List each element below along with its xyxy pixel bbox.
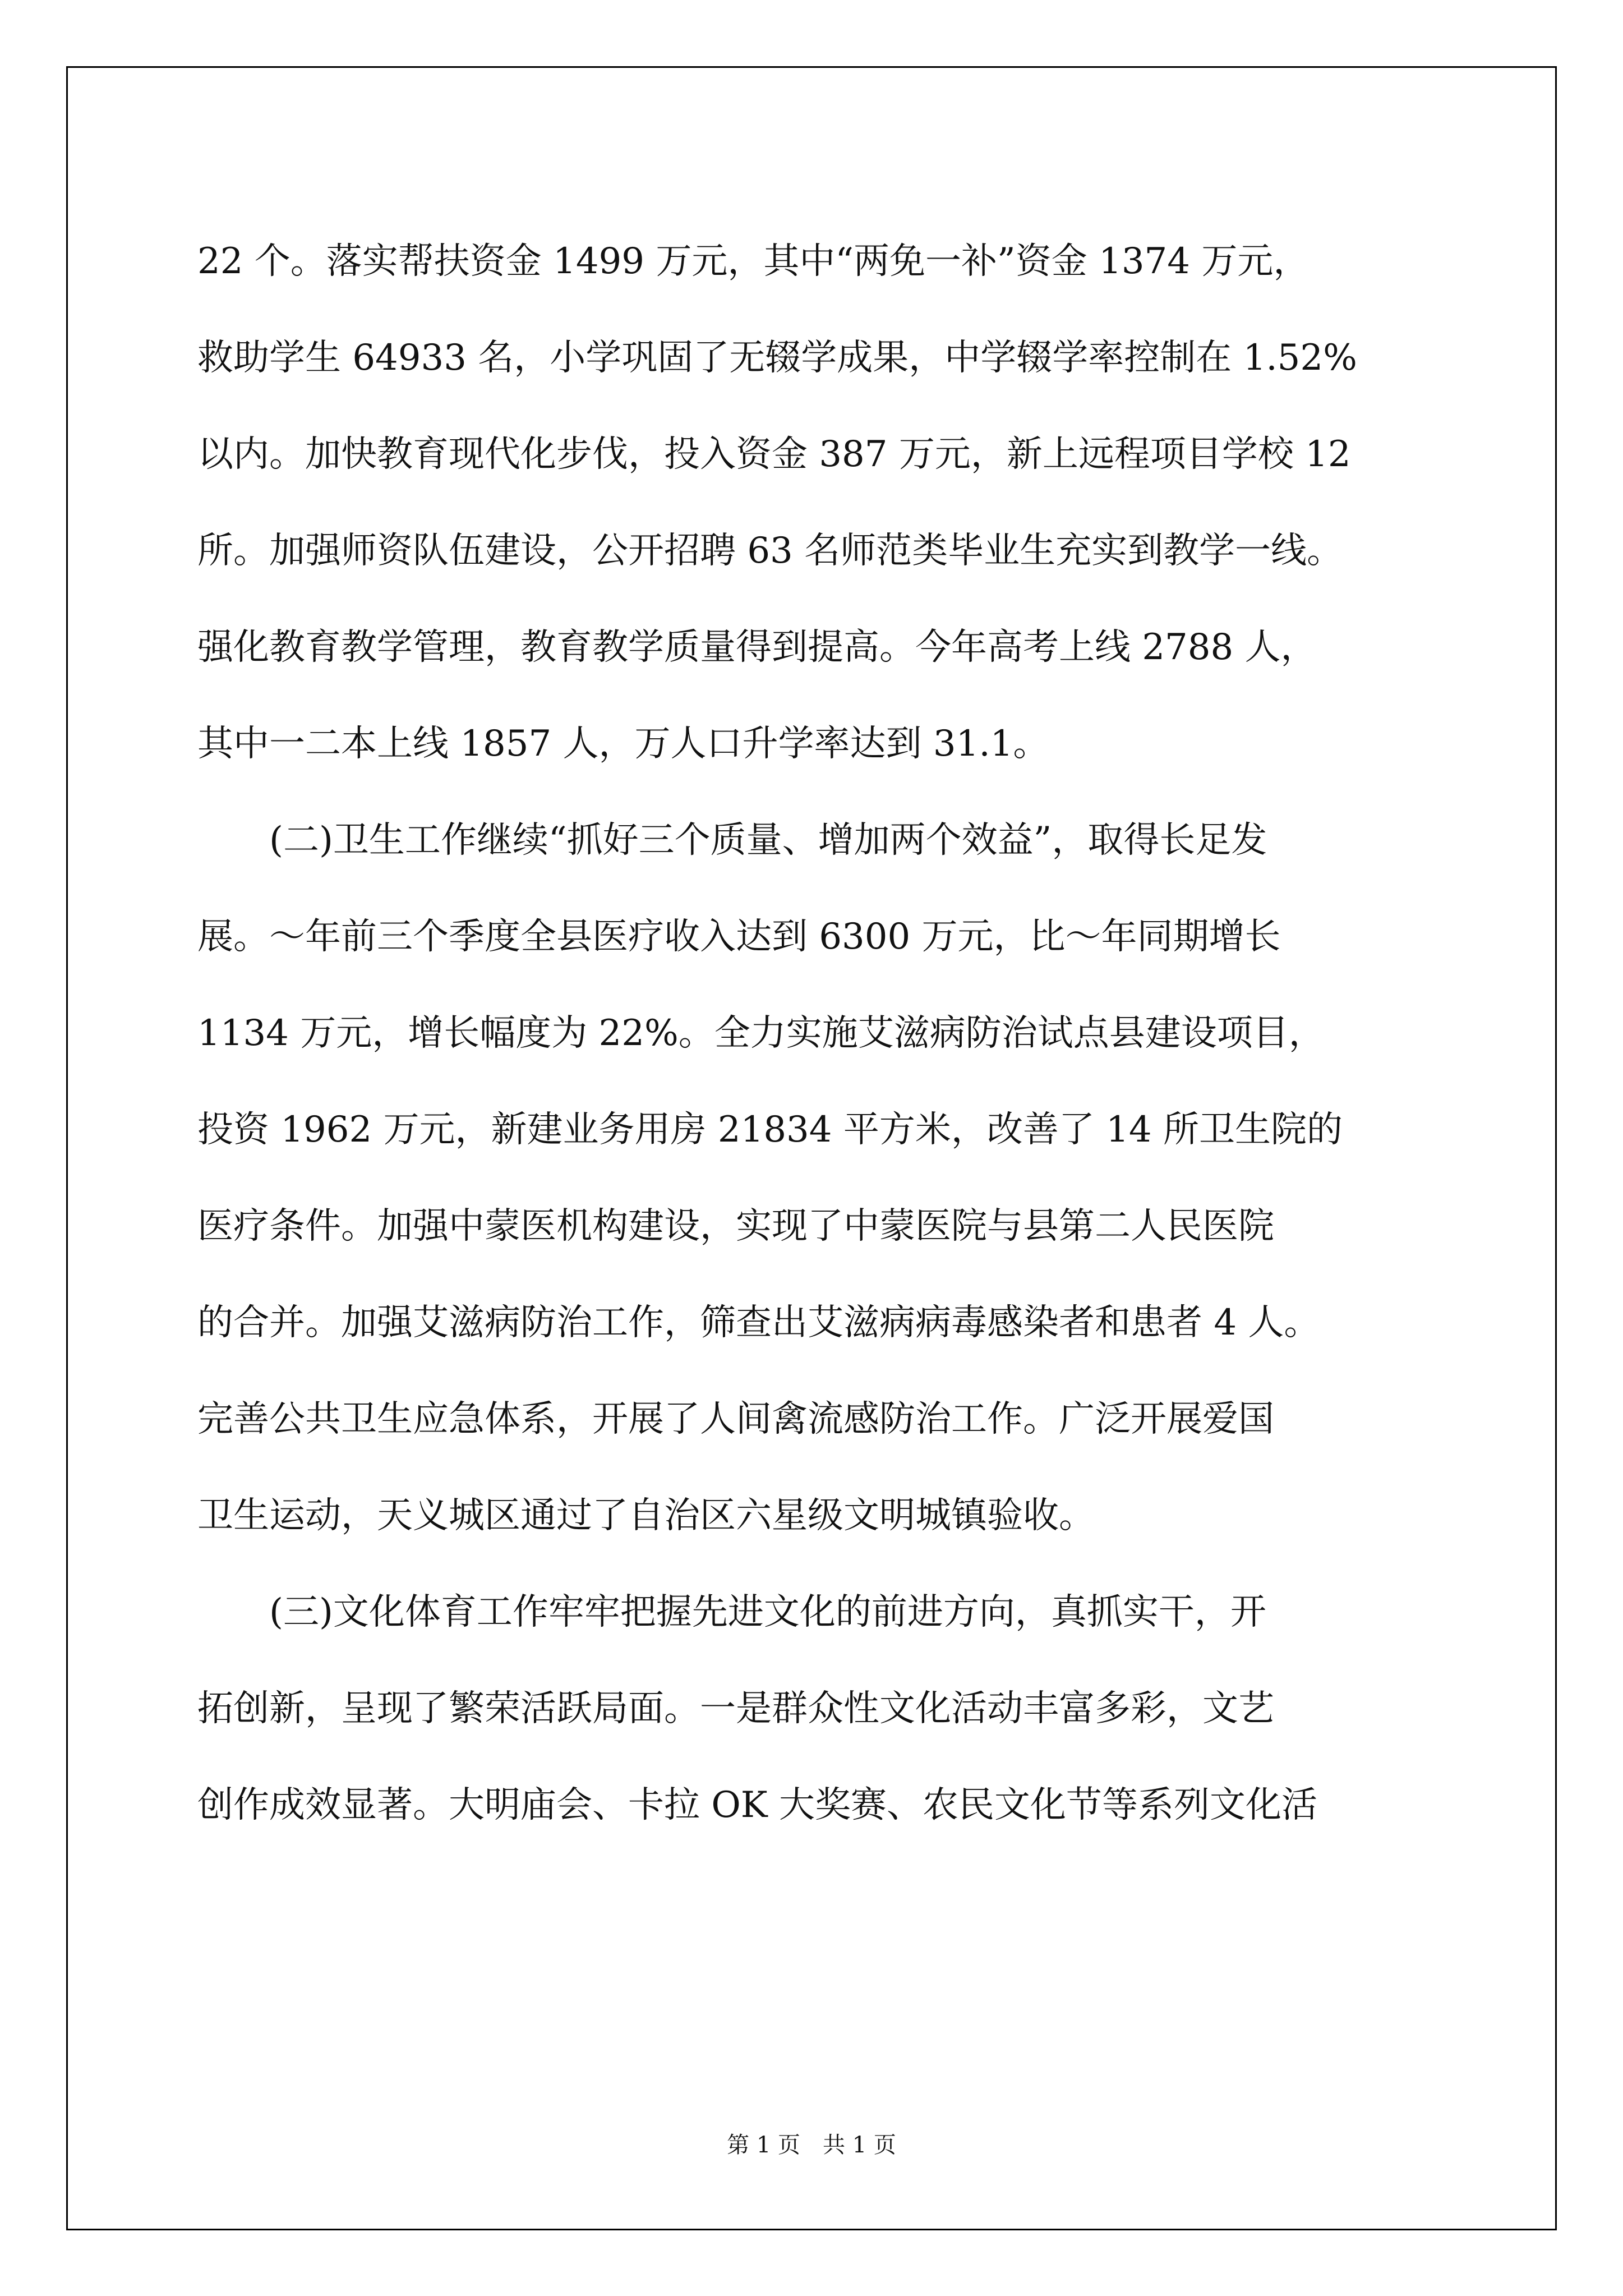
text-line: (二)卫生工作继续“抓好三个质量、增加两个效益”，取得长足发 [269,820,1267,861]
text-line: (三)文化体育工作牢牢把握先进文化的前进方向，真抓实干，开 [269,1591,1266,1633]
text-line: 卫生运动，天义城区通过了自治区六星级文明城镇验收。 [197,1495,1095,1536]
text-line: 完善公共卫生应急体系，开展了人间禽流感防治工作。广泛开展爱国 [197,1398,1274,1440]
text-line: 创作成效显著。大明庙会、卡拉 OK 大奖赛、农民文化节等系列文化活 [197,1784,1317,1826]
text-line: 强化教育教学管理，教育教学质量得到提高。今年高考上线 2788 人， [197,627,1317,668]
text-line: 以内。加快教育现代化步伐，投入资金 387 万元，新上远程项目学校 12 [197,434,1351,475]
text-line: 展。～年前三个季度全县医疗收入达到 6300 万元，比～年同期增长 [197,916,1281,958]
text-line: 所。加强师资队伍建设，公开招聘 63 名师范类毕业生充实到教学一线。 [197,530,1343,572]
page-footer: 第 1 页 共 1 页 [727,2132,896,2158]
text-line: 其中一二本上线 1857 人，万人口升学率达到 31.1。 [197,723,1049,765]
text-line: 救助学生 64933 名，小学巩固了无辍学成果，中学辍学率控制在 1.52% [197,337,1357,379]
text-line: 的合并。加强艾滋病防治工作，筛查出艾滋病病毒感染者和患者 4 人。 [197,1302,1320,1343]
text-line: 22 个。落实帮扶资金 1499 万元，其中“两免一补”资金 1374 万元， [197,241,1310,282]
text-line: 投资 1962 万元，新建业务用房 21834 平方米，改善了 14 所卫生院的 [197,1109,1343,1151]
document-body [197,213,1431,1853]
text-line: 拓创新，呈现了繁荣活跃局面。一是群众性文化活动丰富多彩，文艺 [197,1688,1274,1729]
text-line: 医疗条件。加强中蒙医机构建设，实现了中蒙医院与县第二人民医院 [197,1205,1274,1247]
text-line: 1134 万元，增长幅度为 22%。全力实施艾滋病防治试点县建设项目， [197,1013,1325,1054]
